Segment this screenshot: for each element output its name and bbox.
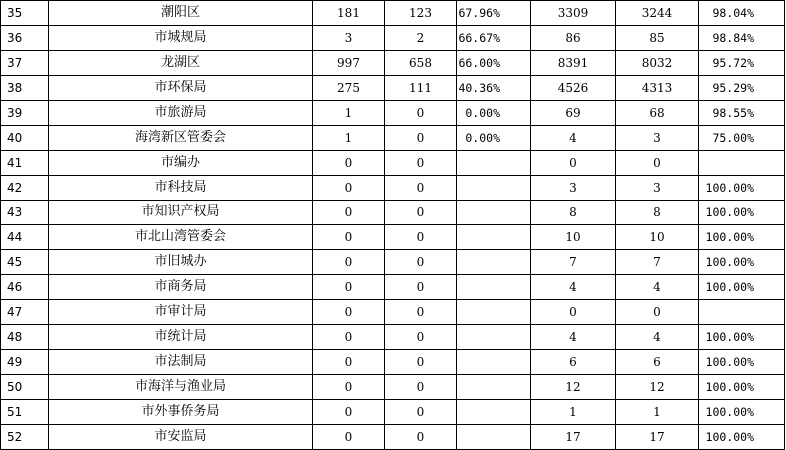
- department-name: 潮阳区: [49, 1, 313, 26]
- department-name: 市北山湾管委会: [49, 225, 313, 250]
- department-name: 市统计局: [49, 325, 313, 350]
- table-body: [1, 1, 785, 450]
- table-row: [1, 175, 785, 200]
- table-row: [1, 1, 785, 26]
- count-col-3: 8391: [531, 50, 616, 75]
- row-index: 52: [1, 424, 49, 449]
- department-name: 市海洋与渔业局: [49, 375, 313, 400]
- count-col-2: 123: [385, 1, 457, 26]
- department-name: 市外事侨务局: [49, 400, 313, 425]
- rate-col-2: 100.00%: [699, 175, 785, 200]
- table-row: [1, 75, 785, 100]
- count-col-1: 0: [313, 325, 385, 350]
- count-col-1: 181: [313, 1, 385, 26]
- count-col-2: 111: [385, 75, 457, 100]
- count-col-3: 7: [531, 250, 616, 275]
- row-index: 44: [1, 225, 49, 250]
- count-col-3: 86: [531, 25, 616, 50]
- rate-col-1: [457, 250, 531, 275]
- count-col-2: 0: [385, 125, 457, 150]
- row-index: 46: [1, 275, 49, 300]
- count-col-1: 275: [313, 75, 385, 100]
- count-col-2: 0: [385, 375, 457, 400]
- table-row: [1, 50, 785, 75]
- table-row: [1, 424, 785, 449]
- row-index: 36: [1, 25, 49, 50]
- count-col-4: 4: [616, 275, 699, 300]
- count-col-1: 0: [313, 200, 385, 225]
- rate-col-1: [457, 424, 531, 449]
- count-col-4: 68: [616, 100, 699, 125]
- table-row: [1, 325, 785, 350]
- count-col-4: 10: [616, 225, 699, 250]
- rate-col-1: [457, 325, 531, 350]
- count-col-4: 0: [616, 300, 699, 325]
- count-col-3: 8: [531, 200, 616, 225]
- count-col-4: 85: [616, 25, 699, 50]
- count-col-1: 0: [313, 424, 385, 449]
- count-col-3: 69: [531, 100, 616, 125]
- count-col-1: 997: [313, 50, 385, 75]
- department-name: 市城规局: [49, 25, 313, 50]
- rate-col-2: 100.00%: [699, 375, 785, 400]
- rate-col-1: [457, 400, 531, 425]
- row-index: 49: [1, 350, 49, 375]
- rate-col-1: 40.36%: [457, 75, 531, 100]
- count-col-1: 0: [313, 175, 385, 200]
- table-row: [1, 300, 785, 325]
- count-col-3: 4526: [531, 75, 616, 100]
- row-index: 50: [1, 375, 49, 400]
- department-name: 龙湖区: [49, 50, 313, 75]
- department-name: 海湾新区管委会: [49, 125, 313, 150]
- table-row: [1, 200, 785, 225]
- row-index: 45: [1, 250, 49, 275]
- table-row: [1, 100, 785, 125]
- rate-col-1: 0.00%: [457, 100, 531, 125]
- department-name: 市安监局: [49, 424, 313, 449]
- count-col-1: 0: [313, 375, 385, 400]
- row-index: 39: [1, 100, 49, 125]
- department-name: 市旅游局: [49, 100, 313, 125]
- rate-col-1: 66.67%: [457, 25, 531, 50]
- count-col-4: 3: [616, 125, 699, 150]
- rate-col-2: [699, 300, 785, 325]
- count-col-4: 4: [616, 325, 699, 350]
- rate-col-1: 67.96%: [457, 1, 531, 26]
- table-row: [1, 150, 785, 175]
- row-index: 43: [1, 200, 49, 225]
- count-col-2: 0: [385, 400, 457, 425]
- rate-col-1: [457, 300, 531, 325]
- count-col-1: 3: [313, 25, 385, 50]
- count-col-1: 0: [313, 225, 385, 250]
- count-col-2: 0: [385, 250, 457, 275]
- count-col-4: 6: [616, 350, 699, 375]
- rate-col-2: 100.00%: [699, 275, 785, 300]
- rate-col-2: 95.72%: [699, 50, 785, 75]
- count-col-2: 0: [385, 424, 457, 449]
- count-col-1: 0: [313, 300, 385, 325]
- count-col-3: 4: [531, 325, 616, 350]
- table-row: [1, 350, 785, 375]
- row-index: 51: [1, 400, 49, 425]
- count-col-1: 0: [313, 400, 385, 425]
- rate-col-1: [457, 175, 531, 200]
- table-row: [1, 400, 785, 425]
- row-index: 41: [1, 150, 49, 175]
- table-row: [1, 375, 785, 400]
- count-col-3: 17: [531, 424, 616, 449]
- count-col-2: 0: [385, 100, 457, 125]
- row-index: 37: [1, 50, 49, 75]
- count-col-1: 0: [313, 150, 385, 175]
- table-row: [1, 125, 785, 150]
- row-index: 40: [1, 125, 49, 150]
- count-col-2: 0: [385, 300, 457, 325]
- count-col-3: 12: [531, 375, 616, 400]
- count-col-2: 0: [385, 175, 457, 200]
- count-col-3: 6: [531, 350, 616, 375]
- row-index: 42: [1, 175, 49, 200]
- row-index: 38: [1, 75, 49, 100]
- department-name: 市科技局: [49, 175, 313, 200]
- count-col-2: 2: [385, 25, 457, 50]
- count-col-1: 1: [313, 100, 385, 125]
- count-col-2: 0: [385, 350, 457, 375]
- count-col-3: 10: [531, 225, 616, 250]
- count-col-3: 4: [531, 125, 616, 150]
- rate-col-1: [457, 200, 531, 225]
- count-col-2: 0: [385, 225, 457, 250]
- rate-col-2: 75.00%: [699, 125, 785, 150]
- table-row: [1, 225, 785, 250]
- count-col-4: 8: [616, 200, 699, 225]
- department-name: 市商务局: [49, 275, 313, 300]
- rate-col-2: [699, 150, 785, 175]
- count-col-2: 0: [385, 325, 457, 350]
- table-row: [1, 275, 785, 300]
- count-col-3: 0: [531, 300, 616, 325]
- count-col-1: 0: [313, 250, 385, 275]
- count-col-3: 4: [531, 275, 616, 300]
- department-name: 市旧城办: [49, 250, 313, 275]
- department-name: 市知识产权局: [49, 200, 313, 225]
- rate-col-2: 100.00%: [699, 325, 785, 350]
- department-name: 市审计局: [49, 300, 313, 325]
- count-col-4: 8032: [616, 50, 699, 75]
- row-index: 47: [1, 300, 49, 325]
- table-row: [1, 25, 785, 50]
- count-col-4: 0: [616, 150, 699, 175]
- count-col-1: 1: [313, 125, 385, 150]
- rate-col-2: 100.00%: [699, 225, 785, 250]
- rate-col-1: [457, 350, 531, 375]
- rate-col-2: 98.84%: [699, 25, 785, 50]
- count-col-3: 0: [531, 150, 616, 175]
- rate-col-2: 100.00%: [699, 424, 785, 449]
- count-col-4: 7: [616, 250, 699, 275]
- rate-col-2: 100.00%: [699, 400, 785, 425]
- rate-col-2: 100.00%: [699, 350, 785, 375]
- rate-col-2: 100.00%: [699, 200, 785, 225]
- count-col-2: 0: [385, 200, 457, 225]
- department-name: 市环保局: [49, 75, 313, 100]
- rate-col-1: 0.00%: [457, 125, 531, 150]
- rate-col-2: 98.04%: [699, 1, 785, 26]
- rate-col-2: 98.55%: [699, 100, 785, 125]
- rate-col-1: 66.00%: [457, 50, 531, 75]
- row-index: 48: [1, 325, 49, 350]
- rate-col-1: [457, 225, 531, 250]
- count-col-4: 17: [616, 424, 699, 449]
- count-col-4: 4313: [616, 75, 699, 100]
- count-col-4: 1: [616, 400, 699, 425]
- department-name: 市法制局: [49, 350, 313, 375]
- count-col-3: 3: [531, 175, 616, 200]
- rate-col-1: [457, 375, 531, 400]
- count-col-3: 1: [531, 400, 616, 425]
- count-col-3: 3309: [531, 1, 616, 26]
- count-col-4: 3: [616, 175, 699, 200]
- rate-col-2: 100.00%: [699, 250, 785, 275]
- table-row: [1, 250, 785, 275]
- rate-col-1: [457, 150, 531, 175]
- count-col-2: 0: [385, 275, 457, 300]
- department-name: 市编办: [49, 150, 313, 175]
- count-col-2: 658: [385, 50, 457, 75]
- row-index: 35: [1, 1, 49, 26]
- rate-col-1: [457, 275, 531, 300]
- count-col-4: 12: [616, 375, 699, 400]
- count-col-1: 0: [313, 350, 385, 375]
- count-col-4: 3244: [616, 1, 699, 26]
- count-col-1: 0: [313, 275, 385, 300]
- rate-col-2: 95.29%: [699, 75, 785, 100]
- count-col-2: 0: [385, 150, 457, 175]
